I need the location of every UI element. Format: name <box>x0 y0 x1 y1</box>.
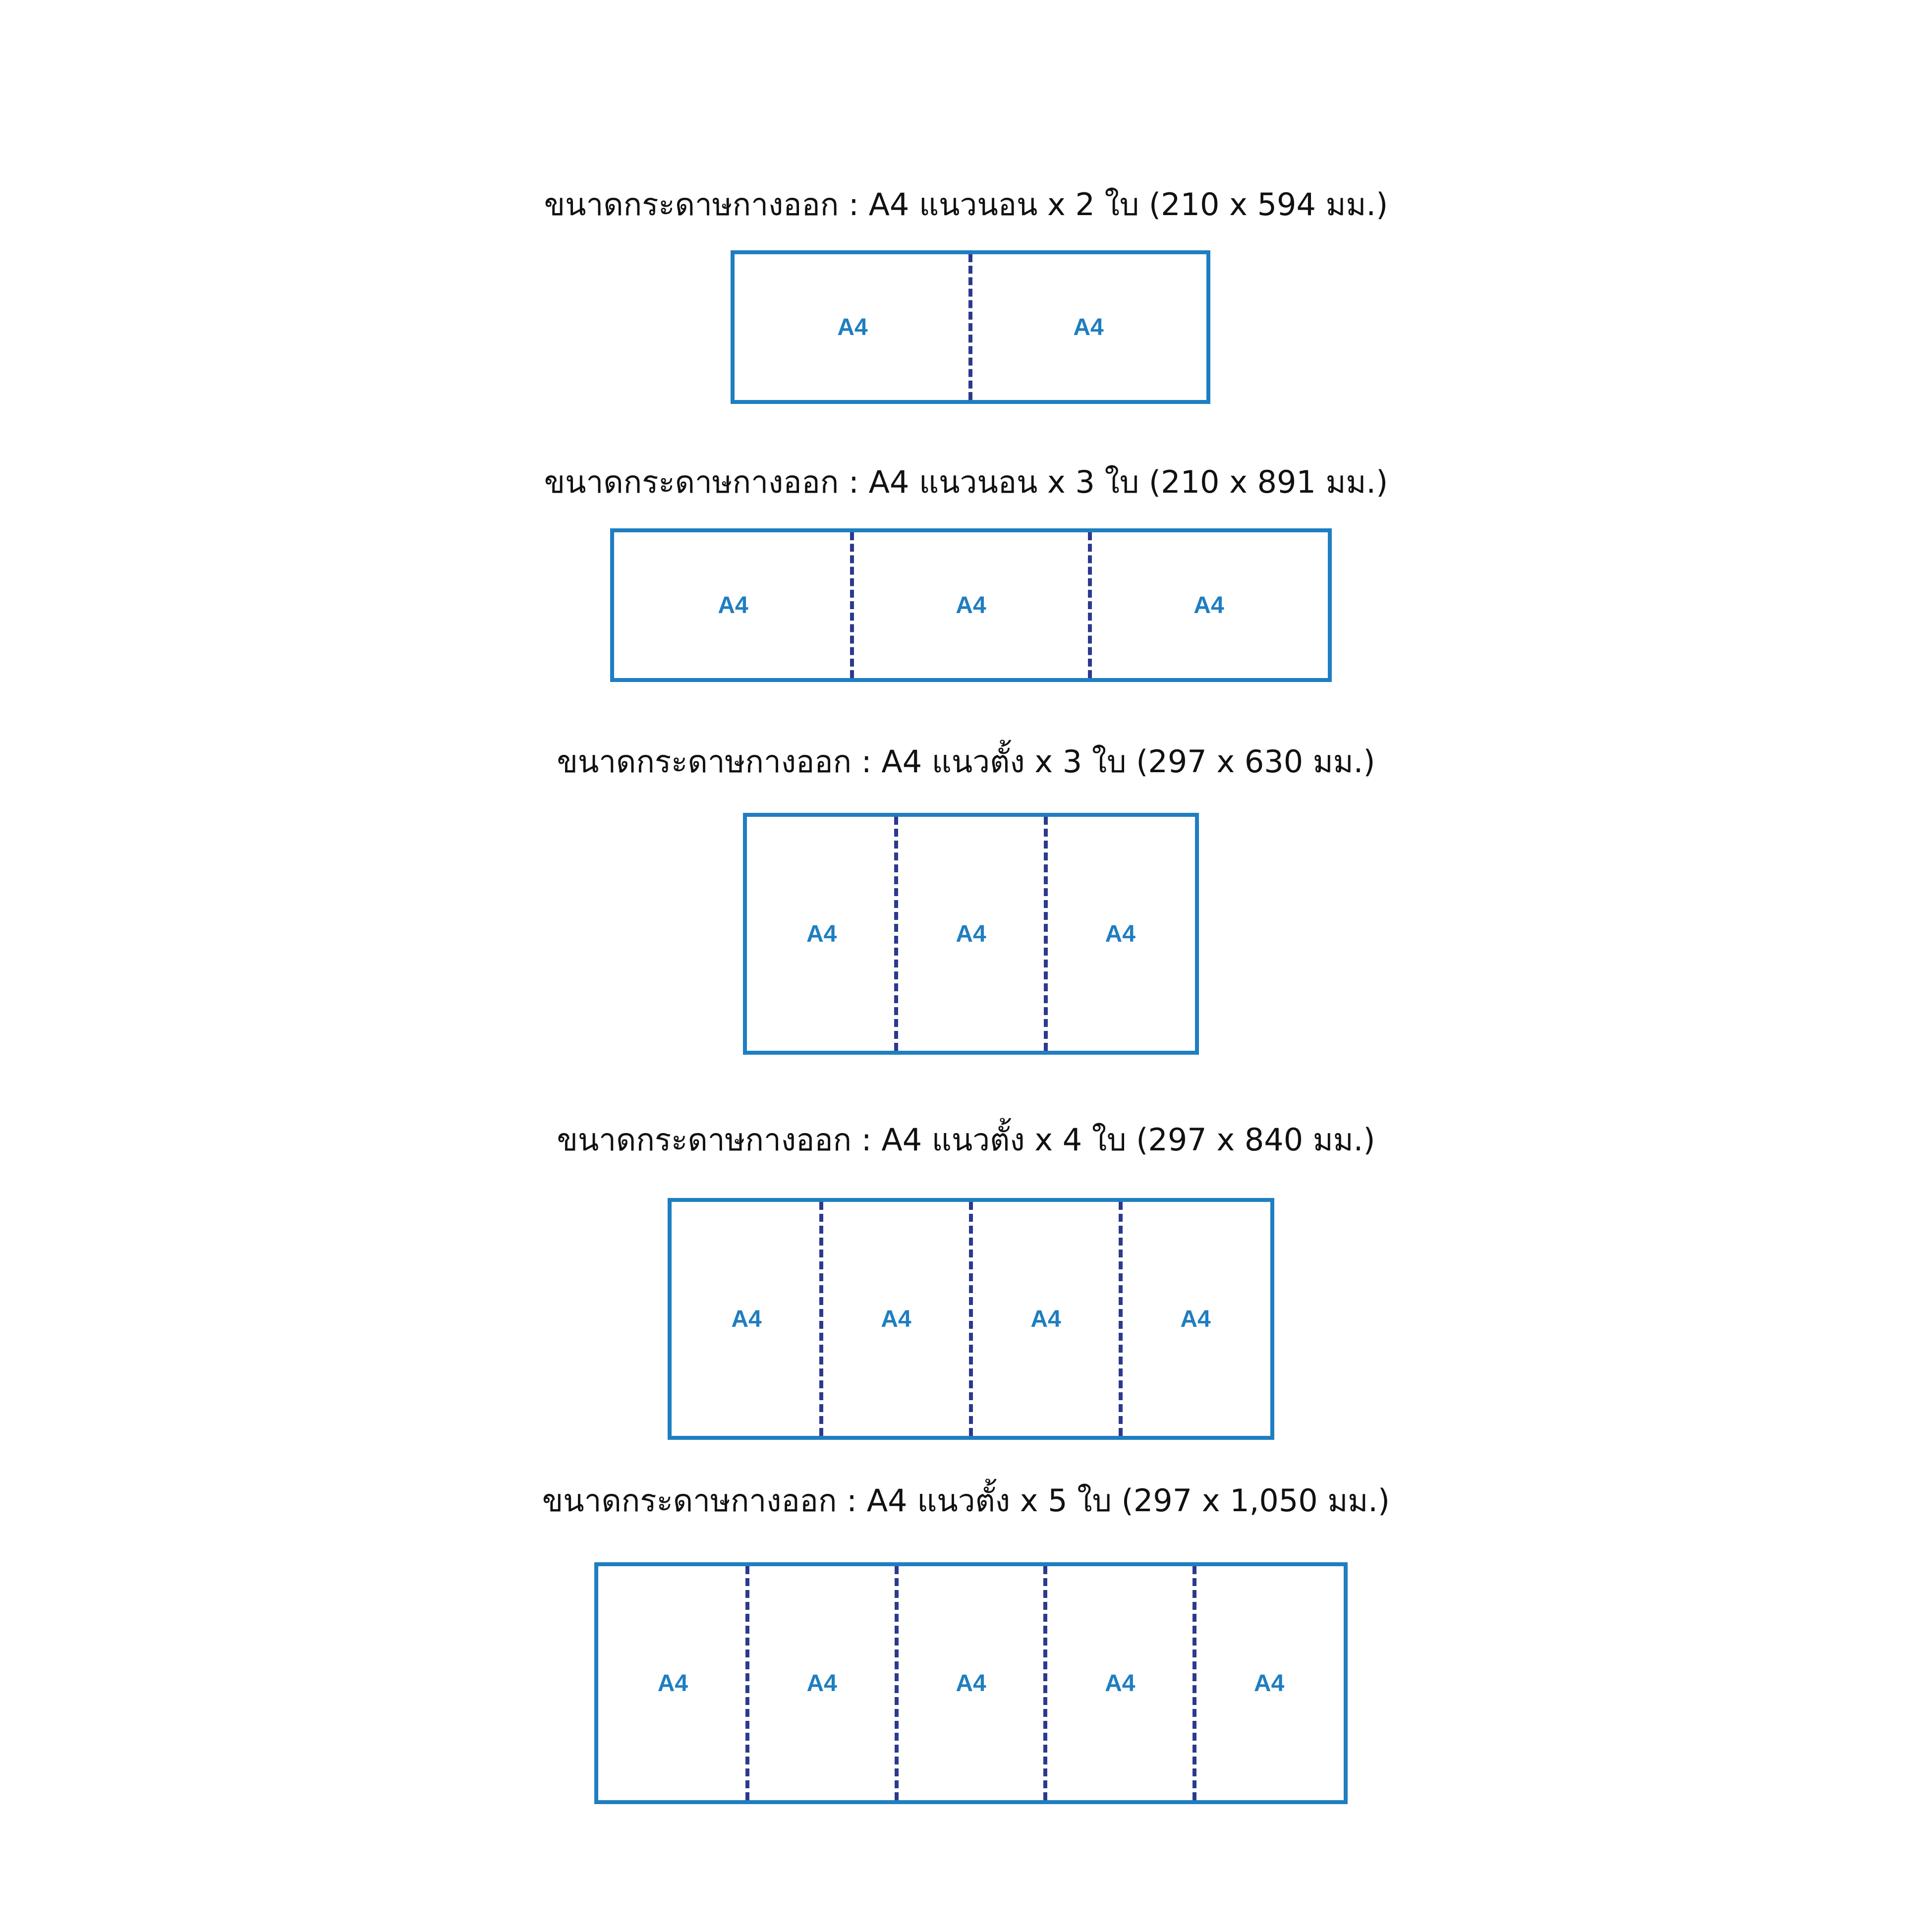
panel-label: A4 <box>956 920 986 947</box>
section-5-panel-2 <box>747 1566 897 1800</box>
section-4-panel-2 <box>821 1202 971 1436</box>
fold-line <box>1044 817 1048 1051</box>
fold-line <box>1088 532 1092 678</box>
fold-line <box>969 1202 973 1436</box>
section-5-title: ขนาดกระดาษกางออก : A4 แนวตั้ง x 5 ใบ (297 x 1,050 มม.) <box>542 1482 1390 1519</box>
section-2-panel-1 <box>614 532 852 678</box>
panel-label: A4 <box>1030 1306 1061 1332</box>
panel-label: A4 <box>1180 1306 1211 1332</box>
fold-line <box>894 817 898 1051</box>
panel-label: A4 <box>657 1670 688 1697</box>
section-3-sheet <box>743 813 1199 1055</box>
section-3-title: ขนาดกระดาษกางออก : A4 แนวตั้ง x 3 ใบ (297 x 630 มม.) <box>557 743 1375 780</box>
section-5-panel-5 <box>1194 1566 1344 1800</box>
panel-label: A4 <box>806 1670 837 1697</box>
panel-label: A4 <box>956 592 986 619</box>
section-1-sheet <box>731 250 1210 404</box>
section-4-panel-3 <box>971 1202 1121 1436</box>
panel-label: A4 <box>1073 314 1104 341</box>
section-5-sheet <box>594 1562 1348 1804</box>
section-5-panel-4 <box>1045 1566 1194 1800</box>
fold-line <box>1043 1566 1047 1800</box>
fold-line <box>1193 1566 1196 1800</box>
fold-line <box>745 1566 749 1800</box>
panel-label: A4 <box>731 1306 762 1332</box>
panel-label: A4 <box>1193 592 1224 619</box>
section-3-panel-2 <box>896 817 1045 1051</box>
section-2-panel-2 <box>852 532 1090 678</box>
panel-label: A4 <box>1105 1670 1136 1697</box>
fold-line <box>968 254 972 400</box>
section-4-panel-1 <box>672 1202 821 1436</box>
section-4-sheet <box>668 1198 1274 1440</box>
fold-line <box>895 1566 899 1800</box>
section-1-panel-1 <box>735 254 970 400</box>
section-5-panel-1 <box>598 1566 747 1800</box>
panel-label: A4 <box>956 1670 986 1697</box>
section-4-panel-4 <box>1121 1202 1270 1436</box>
section-1-panel-2 <box>970 254 1206 400</box>
panel-label: A4 <box>881 1306 911 1332</box>
fold-line <box>850 532 854 678</box>
panel-label: A4 <box>806 920 837 947</box>
section-5-panel-3 <box>897 1566 1046 1800</box>
section-4-title: ขนาดกระดาษกางออก : A4 แนวตั้ง x 4 ใบ (297 x 840 มม.) <box>557 1122 1375 1158</box>
section-3-panel-1 <box>747 817 896 1051</box>
section-2-panel-3 <box>1090 532 1328 678</box>
panel-label: A4 <box>718 592 748 619</box>
fold-line <box>819 1202 823 1436</box>
panel-label: A4 <box>1105 920 1136 947</box>
panel-label: A4 <box>837 314 868 341</box>
panel-label: A4 <box>1253 1670 1285 1697</box>
section-2-title: ขนาดกระดาษกางออก : A4 แนวนอน x 3 ใบ (210 x 891 มม.) <box>544 464 1388 500</box>
section-3-panel-3 <box>1046 817 1195 1051</box>
section-1-title: ขนาดกระดาษกางออก : A4 แนวนอน x 2 ใบ (210 x 594 มม.) <box>544 186 1388 223</box>
section-2-sheet <box>610 528 1332 682</box>
fold-line <box>1119 1202 1123 1436</box>
